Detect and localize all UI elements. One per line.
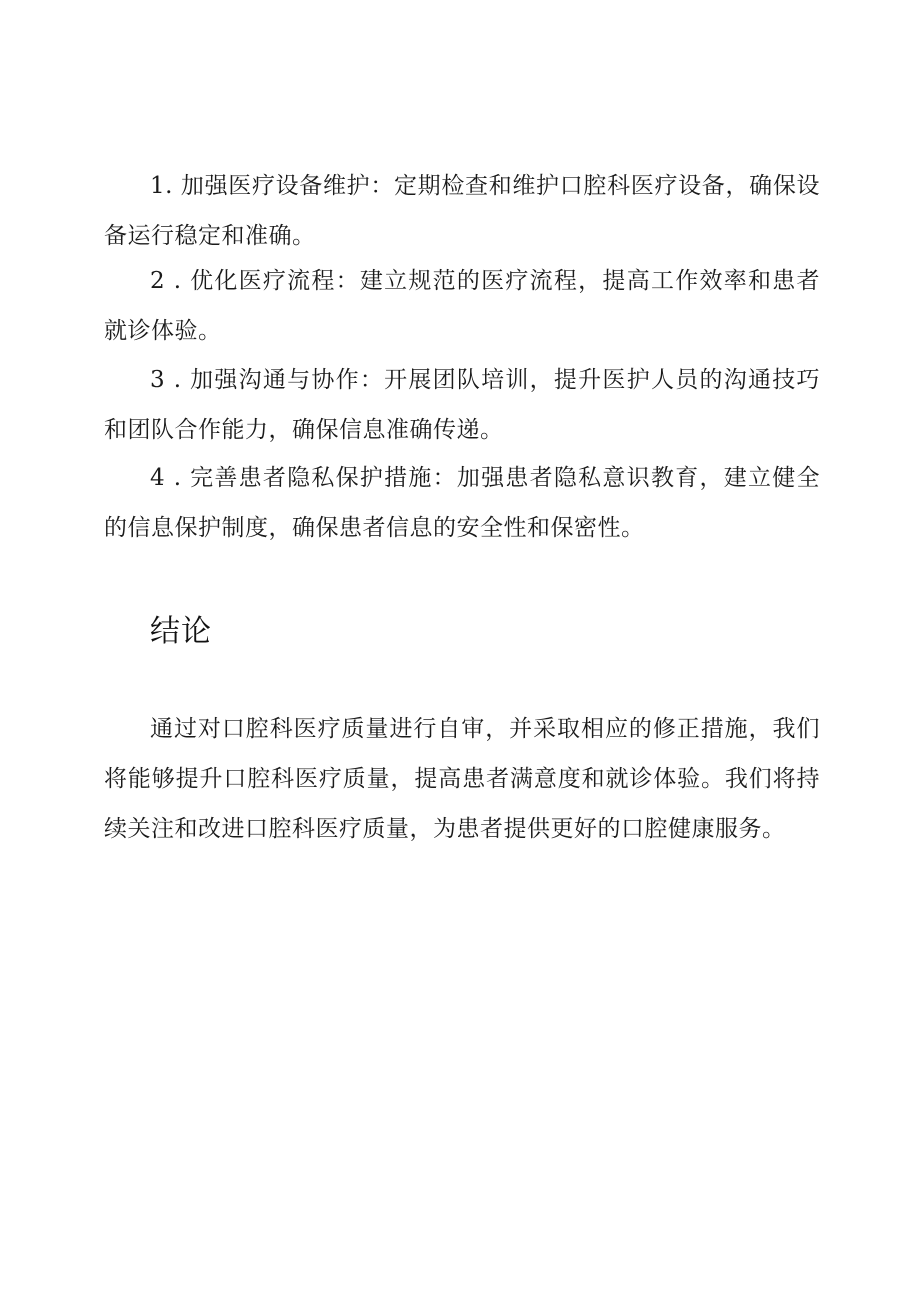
measure-item-1: 1. 加强医疗设备维护：定期检查和维护口腔科医疗设备，确保设备运行稳定和准确。	[104, 173, 820, 249]
measure-item-3: 3 . 加强沟通与协作：开展团队培训，提升医护人员的沟通技巧和团队合作能力，确保信息准确传递。	[104, 367, 820, 443]
conclusion-paragraph: 通过对口腔科医疗质量进行自审，并采取相应的修正措施，我们将能够提升口腔科医疗质量，提高患者满意度和就诊体验。我们将持续关注和改进口腔科医疗质量，为患者提供更好的口腔健康服务。	[104, 716, 820, 842]
measure-item-4: 4 . 完善患者隐私保护措施：加强患者隐私意识教育，建立健全的信息保护制度，确保患者信息的安全性和保密性。	[104, 465, 820, 541]
conclusion-heading: 结论	[150, 614, 212, 649]
measure-item-2: 2 . 优化医疗流程：建立规范的医疗流程，提高工作效率和患者就诊体验。	[104, 268, 820, 344]
